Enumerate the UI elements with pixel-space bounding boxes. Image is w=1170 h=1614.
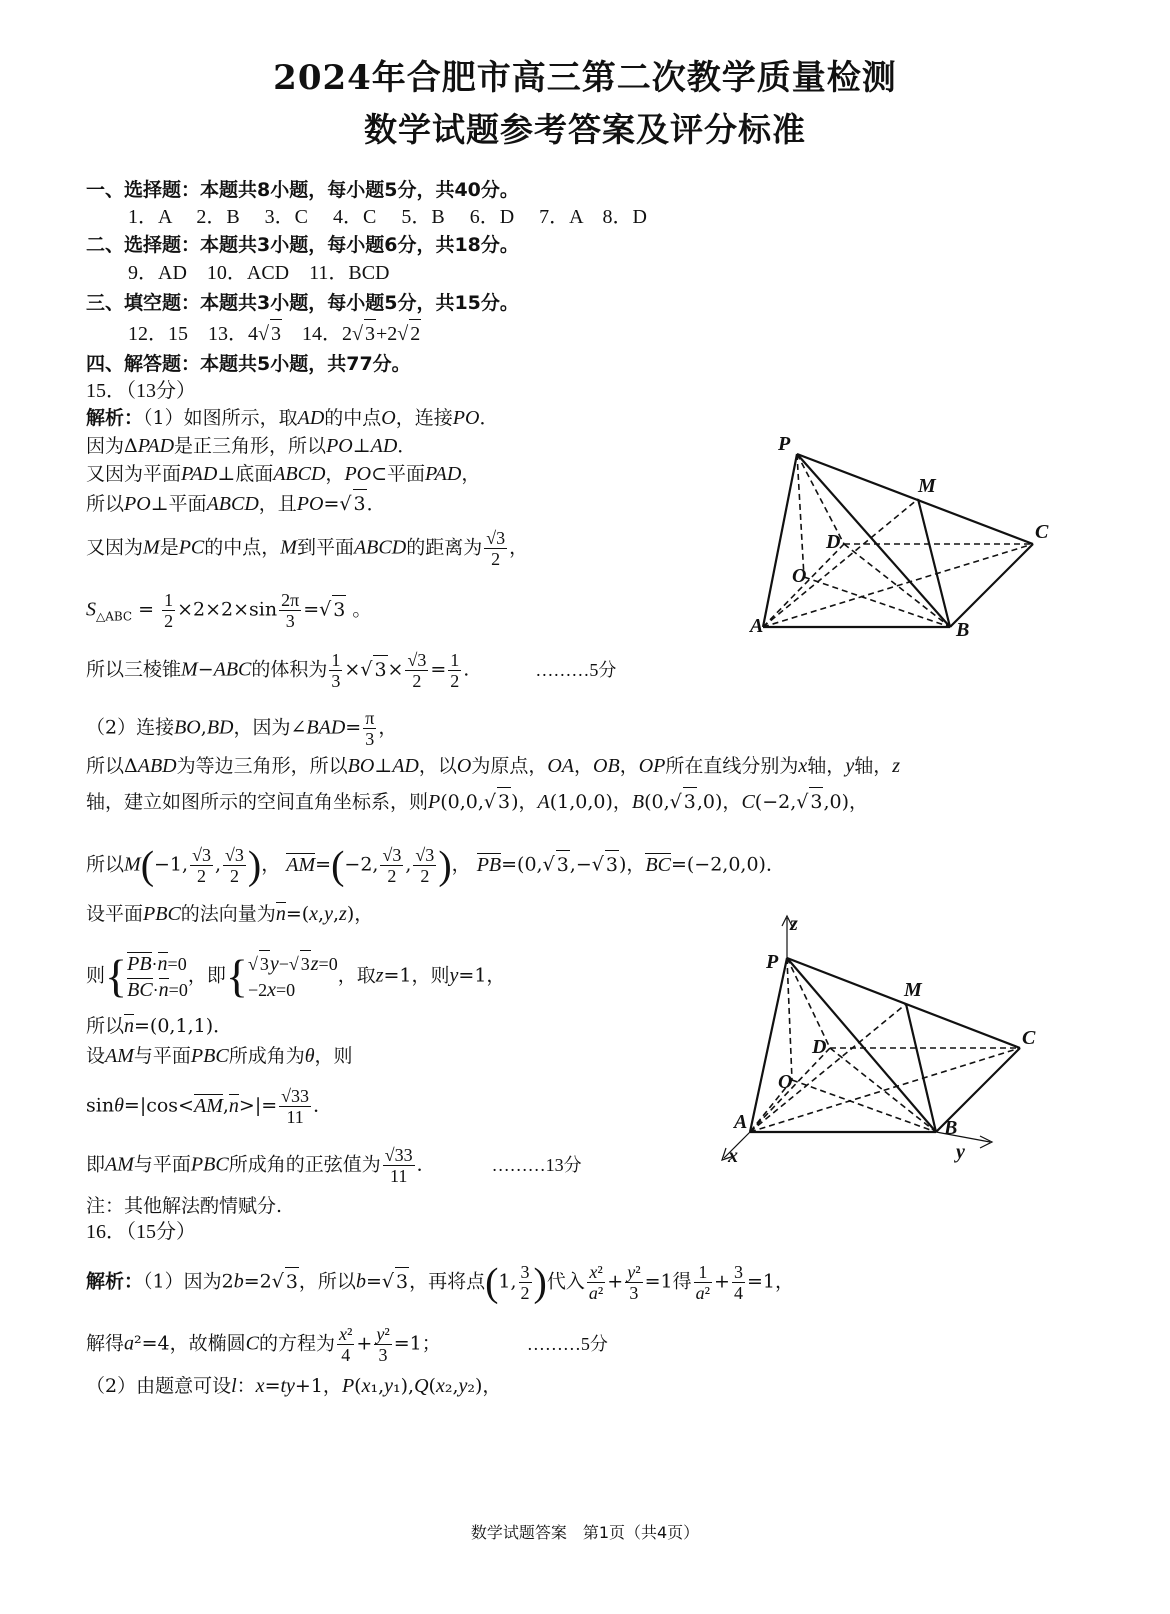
q15-line-5: 又因为M是PC的中点，M到平面ABCD的距离为 $\frac{√3}{2}$ ， — [86, 528, 529, 569]
label-D: D — [826, 531, 841, 553]
label-y: y — [956, 1141, 965, 1163]
section-3-answers: 12．15 13．4√ 3 14．2√ 3+2√ 2 — [128, 319, 421, 348]
label-M2: M — [904, 979, 922, 1001]
label-C2: C — [1022, 1027, 1036, 1049]
q15-line-7: 所以三棱锥M−ABC的体积为 $\frac{1}{3}$ ×√ 3× $\frac{√3}{2}$ = $\frac{1}{2}$ . ………5分 — [86, 650, 617, 691]
score-5: ………5分 — [535, 659, 617, 680]
section-2-answers: 9．AD 10．ACD 11．BCD — [128, 262, 390, 284]
q15-part2-line-3: 轴，建立如图所示的空间直角坐标系，则P(0,0,√ 3)，A(1,0,0)，B(0,√ 3,0)，C(−2,√ 3,0)， — [86, 787, 868, 816]
score-16-5: ………5分 — [526, 1333, 608, 1354]
label-P: P — [778, 433, 791, 455]
score-13: ………13分 — [491, 1154, 582, 1175]
q16-line-3: （2）由题意可设l：x=ty+1，P(x₁,y₁),Q(x₂,y₂)， — [86, 1375, 502, 1397]
q15-line-3: 又因为平面PAD⊥底面ABCD，PO⊂平面PAD， — [86, 463, 481, 485]
q15-part2-line-4: 所以M(−1, $\frac{√3}{2}$ , $\frac{√3}{2}$ )， AM=(−2, $\frac{√3}{2}$ , $\frac{√3}{2}$ )， PB=(0,√ 3,−√ 3)，BC=(−2,0,0)． — [86, 842, 785, 888]
label-P2: P — [766, 951, 779, 973]
section-4-heading: 四、解答题：本题共5小题，共77分。 — [86, 353, 411, 375]
section-3-heading: 三、填空题：本题共3小题，每小题5分，共15分。 — [86, 292, 519, 314]
section-1-heading: 一、选择题：本题共8小题，每小题5分，共40分。 — [86, 179, 519, 201]
title-line-1: 2024年合肥市高三第二次教学质量检测 — [273, 58, 897, 98]
q15-part2-line-1: （2）连接BO,BD，因为∠BAD= $\frac{\pi}{3}$ ， — [86, 708, 398, 749]
label-O2: O — [778, 1071, 793, 1093]
label-x: x — [728, 1145, 738, 1167]
q16-header: 16．（15分） — [86, 1221, 196, 1243]
label-C: C — [1035, 521, 1049, 543]
q15-line-1: 解析：（1）如图所示，取AD的中点O，连接PO． — [86, 407, 499, 429]
q15-part2-line-7: 所以n=(0,1,1)． — [86, 1015, 233, 1037]
label-D2: D — [812, 1036, 827, 1058]
q15-line-4: 所以PO⊥平面ABCD，且PO=√ 3． — [86, 489, 386, 518]
section-1-answers: 1．A 2．B 3．C 4．C 5．B 6．D 7．A 8．D — [128, 206, 647, 228]
label-B2: B — [944, 1117, 958, 1139]
label-A: A — [750, 615, 764, 637]
note: 注：其他解法酌情赋分. — [86, 1195, 283, 1217]
label-O: O — [792, 565, 807, 587]
q15-part2-line-8: 设AM与平面PBC所成角为θ，则 — [86, 1045, 353, 1067]
pyramid-figure-1 — [740, 430, 1060, 645]
section-2-heading: 二、选择题：本题共3小题，每小题6分，共18分。 — [86, 234, 519, 256]
q15-part2-line-9: sinθ=|cos<AM,n>|= $\frac{√33}{11}$ ． — [86, 1086, 333, 1127]
q15-part2-line-6: 则{PB·n=0 BC·n=0，即{√ 3y−√ 3z=0 −2x=0，取z=1，则y=1， — [86, 950, 506, 1002]
page-footer: 数学试题答案 第1页（共4页） — [470, 1523, 700, 1542]
q15-header: 15．（13分） — [86, 380, 196, 402]
q15-part2-line-10: 即AM与平面PBC所成角的正弦值为 $\frac{√33}{11}$ ． ………13分 — [86, 1145, 582, 1186]
q15-line-2: 因为ΔPAD是正三角形，所以PO⊥AD． — [86, 435, 417, 457]
q15-part2-line-2: 所以ΔABD为等边三角形，所以BO⊥AD，以O为原点，OA，OB，OP所在直线分别为x轴，y轴，z — [86, 755, 901, 777]
label-z: z — [790, 913, 798, 935]
label-B: B — [956, 619, 970, 641]
label-M: M — [918, 475, 936, 497]
pyramid-figure-2 — [710, 910, 1060, 1170]
q16-line-1: 解析：（1）因为2b=2√ 3，所以b=√ 3，再将点(1, $\frac{3}{2}$ )代入 $\frac{\text{x²}}{\text{a²}}$ + $\frac{\text{y²}}{3}$ =1得 $\frac{1}{\text{a²}}$ + $\frac{3}{4}$ =1， — [86, 1259, 794, 1305]
label-A2: A — [734, 1111, 748, 1133]
title-line-2: 数学试题参考答案及评分标准 — [364, 110, 806, 149]
q16-line-2: 解得a²=4，故椭圆C的方程为 $\frac{\text{x²}}{4}$ + $\frac{\text{y²}}{3}$ =1； ………5分 — [86, 1324, 608, 1365]
q15-line-6: $S_{\triangle ABC}$ = $\frac{1}{2}$ ×2×2×sin $\frac{2\pi}{3}$ =√ 3 。 — [86, 590, 372, 631]
q15-part2-line-5: 设平面PBC的法向量为n=(x,y,z)， — [86, 903, 374, 925]
